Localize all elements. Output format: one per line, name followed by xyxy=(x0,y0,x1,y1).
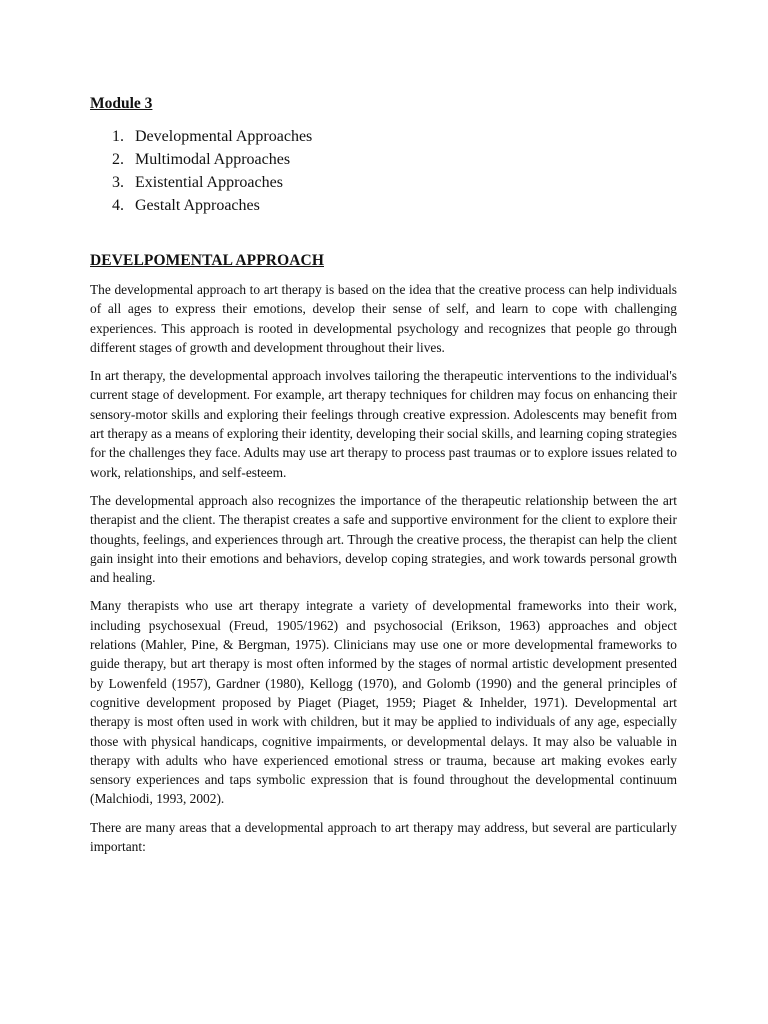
body-paragraph: There are many areas that a developmental approach to art therapy may address, but several are particularly important: xyxy=(90,819,677,855)
body-paragraph: Many therapists who use art therapy integrate a variety of developmental frameworks into their work, including psychosexual (Freud, 1905/1962) and psychosocial (Erikson, 1963) approaches and object relations (Mahler, Pine, & Bergman, 1975). Clinicians may use one or more developmental frameworks to guide therapy, but art therapy is most often informed by the stages of normal artistic development presented by Lowenfeld (1957), Gardner (1980), Kellogg (1970), and Golomb (1990) and the general principles of cognitive development proposed by Piaget (Piaget, 1959; Piaget & Inhelder, 1971). Developmental art therapy is most often used in work with children, but it may be applied to individuals of any age, especially those with physical handicaps, cognitive impairments, or developmental delays. It may also be valuable in therapy with adults who have experienced emotional stress or trauma, because art making evokes early sensory experiences and taps symbolic expression that is found throughout the developmental continuum (Malchiodi, 1993, 2002). xyxy=(90,598,677,807)
module-outline-list xyxy=(90,125,677,217)
outline-item-label: Existential Approaches xyxy=(135,174,283,191)
outline-item-number: 4. xyxy=(112,197,124,214)
document-page xyxy=(90,93,677,865)
module-title: Module 3 xyxy=(90,95,153,112)
section-heading: DEVELPOMENTAL APPROACH xyxy=(90,252,324,269)
outline-item-label: Developmental Approaches xyxy=(135,128,313,145)
body-paragraph: In art therapy, the developmental approach involves tailoring the therapeutic interventions to the individual's current stage of development. For example, art therapy techniques for children may focus on enhancing their sensory-motor skills and exploring their feelings through creative expression. Adolescents may benefit from art therapy as a means of exploring their identity, developing their social skills, and learning coping strategies for the challenges they face. Adults may use art therapy to process past traumas or to explore issues related to work, relationships, and self-esteem. xyxy=(90,368,677,480)
outline-item-number: 1. xyxy=(112,128,124,145)
body-paragraph: The developmental approach also recognizes the importance of the therapeutic relationship between the art therapist and the client. The therapist creates a safe and supportive environment for the client to explore their thoughts, feelings, and experiences through art. Through the creative process, the therapist can help the client gain insight into their emotions and behaviors, develop coping strategies, and work towards personal growth and healing. xyxy=(90,492,677,586)
outline-item-label: Multimodal Approaches xyxy=(135,151,291,168)
outline-item-number: 2. xyxy=(112,151,124,168)
outline-item xyxy=(90,148,677,171)
outline-item xyxy=(90,125,677,148)
outline-item xyxy=(90,194,677,217)
body-paragraph: The developmental approach to art therapy is based on the idea that the creative process can help individuals of all ages to express their emotions, develop their sense of self, and learn to cope with challenging experiences. This approach is rooted in developmental psychology and recognizes that people go through different stages of growth and development throughout their lives. xyxy=(90,282,677,355)
outline-item-number: 3. xyxy=(112,174,124,191)
outline-item xyxy=(90,171,677,194)
outline-item-label: Gestalt Approaches xyxy=(135,197,260,214)
